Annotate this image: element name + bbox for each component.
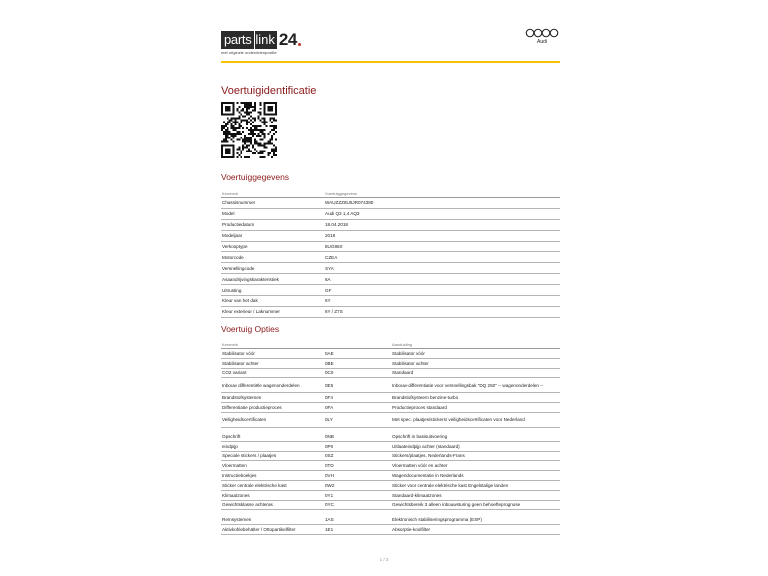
row-label: Productiedatum bbox=[222, 222, 255, 228]
option-code: 1E1 bbox=[325, 527, 334, 533]
option-desc: Absorptie-koolfilter bbox=[392, 527, 431, 533]
row-label: Verkooptype bbox=[222, 244, 248, 249]
table-row bbox=[221, 349, 560, 359]
table-row bbox=[221, 403, 560, 413]
row-value: SYA bbox=[325, 265, 334, 271]
table-row bbox=[221, 369, 560, 379]
table-header bbox=[221, 342, 560, 349]
option-desc: Gewichtsbereik 3 alleen inbouwsturing geen behoefteprognose bbox=[392, 502, 521, 508]
table-row bbox=[221, 413, 560, 428]
option-desc: Vloermatten vóór en achter bbox=[392, 463, 448, 469]
option-desc: Wagendocumentatie in Nederlands bbox=[392, 473, 464, 479]
option-code: 1AS bbox=[325, 517, 334, 523]
row-label: Model bbox=[222, 211, 235, 217]
option-name: Gewichtsklasse achteras bbox=[222, 502, 273, 508]
table-row bbox=[221, 359, 560, 369]
table-row bbox=[221, 242, 560, 253]
table-row bbox=[221, 442, 560, 452]
option-code: 0Y1 bbox=[325, 492, 334, 498]
option-name: Instructieboekjes bbox=[222, 473, 257, 479]
row-value: 8UG86X bbox=[325, 244, 343, 249]
option-name: Aktivkohlebehälter / Ottopartikelfilter bbox=[222, 527, 296, 533]
column-header: Aanduiding bbox=[392, 342, 413, 347]
table-row bbox=[221, 274, 560, 285]
row-value: CZEA bbox=[325, 254, 338, 260]
logo-dot bbox=[298, 43, 301, 46]
option-code: 0SZ bbox=[325, 453, 334, 459]
table-row bbox=[221, 220, 560, 231]
option-name: Vloermatten bbox=[222, 463, 247, 469]
table-row bbox=[221, 285, 560, 296]
logo-number: 24 bbox=[278, 30, 297, 49]
table-row bbox=[221, 263, 560, 274]
vehicle-options-table bbox=[221, 342, 560, 535]
table-row bbox=[221, 452, 560, 462]
row-value: 6Y bbox=[325, 298, 331, 304]
row-label: Asaandrijvingskarakteristiek bbox=[222, 276, 279, 282]
table-row bbox=[221, 378, 560, 393]
logo-parts: parts bbox=[221, 31, 254, 49]
option-name: Sticker centrale elektrische kast bbox=[222, 482, 287, 488]
table-row bbox=[221, 481, 560, 491]
partslink24-logo[interactable] bbox=[221, 31, 301, 49]
row-value: 2018 bbox=[325, 233, 336, 239]
option-name: Inbouw differentiële wagenonderdelen bbox=[222, 382, 300, 388]
option-name: Klimaatzones bbox=[222, 492, 250, 498]
table-row bbox=[221, 471, 560, 481]
option-desc: Opschrift in basisuitvoering bbox=[392, 433, 448, 439]
table-row bbox=[221, 515, 560, 525]
row-value: 6A bbox=[325, 276, 331, 282]
row-value: Audi Q3 1,4 AQ3 bbox=[325, 211, 360, 217]
table-row bbox=[221, 432, 560, 442]
option-name: Stabilisator vóór bbox=[222, 350, 255, 356]
option-desc: Elektronisch stabiliseringsprogramma (ESP) bbox=[392, 517, 482, 523]
table-row bbox=[221, 231, 560, 242]
table-row bbox=[221, 198, 560, 209]
option-name: Stabilisator achter bbox=[222, 360, 259, 366]
table-header bbox=[221, 191, 560, 198]
option-name: Speciale stickers / plaatjes bbox=[222, 453, 277, 459]
table-row bbox=[221, 393, 560, 403]
option-desc: Uitlaateindpijp achter (standaard) bbox=[392, 443, 460, 449]
option-code: 0YC bbox=[325, 502, 334, 508]
option-code: 0TD bbox=[325, 463, 334, 469]
table-row bbox=[221, 296, 560, 307]
page-title: Voertuigidentificatie bbox=[221, 85, 317, 97]
option-code: 0FA bbox=[325, 405, 334, 411]
audi-brand bbox=[524, 28, 560, 45]
option-desc: Productieproces standaard bbox=[392, 405, 447, 411]
column-header: Kenmerk bbox=[222, 342, 239, 347]
option-name: eindpijp bbox=[222, 443, 238, 449]
page-number: 1 / 3 bbox=[379, 557, 389, 562]
table-row bbox=[221, 491, 560, 501]
vehicle-data-table bbox=[221, 191, 560, 318]
option-desc: Standaard-klimaatzones bbox=[392, 492, 442, 498]
vehicle-data-heading: Voertuiggegevens bbox=[221, 172, 290, 182]
row-value: 18.04.2018 bbox=[325, 222, 348, 228]
option-desc: Brandstofsysteem benzine-turbo bbox=[392, 395, 459, 401]
row-label: Chassisnummer bbox=[222, 200, 256, 206]
option-desc: Sticker voor centrale elektrische kast Engelstalige landen bbox=[392, 482, 509, 488]
qr-code bbox=[221, 102, 277, 158]
logo-tagline: met originele onderdelenpositie bbox=[221, 50, 277, 55]
option-code: 0VH bbox=[325, 473, 334, 479]
table-row bbox=[221, 501, 560, 511]
row-label: Kleur van het dak bbox=[222, 298, 258, 304]
option-name: Opschrift bbox=[222, 433, 241, 439]
option-desc: Stabilisator achter bbox=[392, 360, 429, 366]
option-desc: Inbouw-differentiatie voor versnellingsbak "DQ 250" -- wagenonderdelen -- bbox=[392, 382, 544, 388]
header-rule bbox=[221, 61, 560, 63]
brand-name: Audi bbox=[536, 39, 547, 45]
option-desc: Stickers/plaatjes, Nederlands-Frans bbox=[392, 453, 465, 459]
table-row bbox=[221, 307, 560, 318]
column-header: Voertuiggegevens bbox=[325, 191, 358, 196]
row-value: WAUZZZ8U5JR074380 bbox=[325, 200, 374, 206]
option-desc: Standaard bbox=[392, 370, 414, 376]
logo-link: link bbox=[255, 32, 275, 47]
column-header: Kenmerk bbox=[222, 191, 239, 196]
option-name: Veiligheidscertificaten bbox=[222, 417, 267, 423]
option-code: 0LY bbox=[325, 417, 333, 423]
column-header bbox=[325, 342, 392, 348]
option-code: 0W2 bbox=[325, 482, 335, 488]
row-label: Motorcode bbox=[222, 254, 244, 260]
audi-rings-icon bbox=[525, 28, 559, 38]
option-desc: Stabilisator vóór bbox=[392, 350, 425, 356]
option-code: 0E5 bbox=[325, 382, 334, 388]
row-value: GF bbox=[325, 287, 332, 293]
option-name: Differentiatie productieproces bbox=[222, 405, 282, 411]
option-desc: Met spec. plaatjes/stickers/ veiligheidscertificaten voor Nederland bbox=[392, 417, 525, 423]
option-name: CO2 variant bbox=[222, 370, 247, 376]
table-row bbox=[221, 461, 560, 471]
table-row bbox=[221, 252, 560, 263]
option-code: 0BE bbox=[325, 360, 334, 366]
row-value: 6Y / Z7S bbox=[325, 309, 343, 315]
option-code: 0F4 bbox=[325, 395, 333, 401]
option-code: 0NB bbox=[325, 433, 334, 439]
option-code: 0C0 bbox=[325, 370, 334, 376]
table-row bbox=[221, 525, 560, 535]
row-label: Modeljaar bbox=[222, 233, 243, 239]
row-label: Kleur exterieur / Laknummer bbox=[222, 309, 280, 315]
option-code: 0AE bbox=[325, 350, 334, 356]
row-label: Uitrusting bbox=[222, 287, 242, 293]
option-name: Brandstofsystemen bbox=[222, 395, 262, 401]
table-row bbox=[221, 209, 560, 220]
row-label: Versnellingcode bbox=[222, 265, 255, 271]
option-code: 0P0 bbox=[325, 443, 334, 449]
option-name: Remsystemen bbox=[222, 517, 252, 523]
vehicle-options-heading: Voertuig Opties bbox=[221, 324, 280, 334]
